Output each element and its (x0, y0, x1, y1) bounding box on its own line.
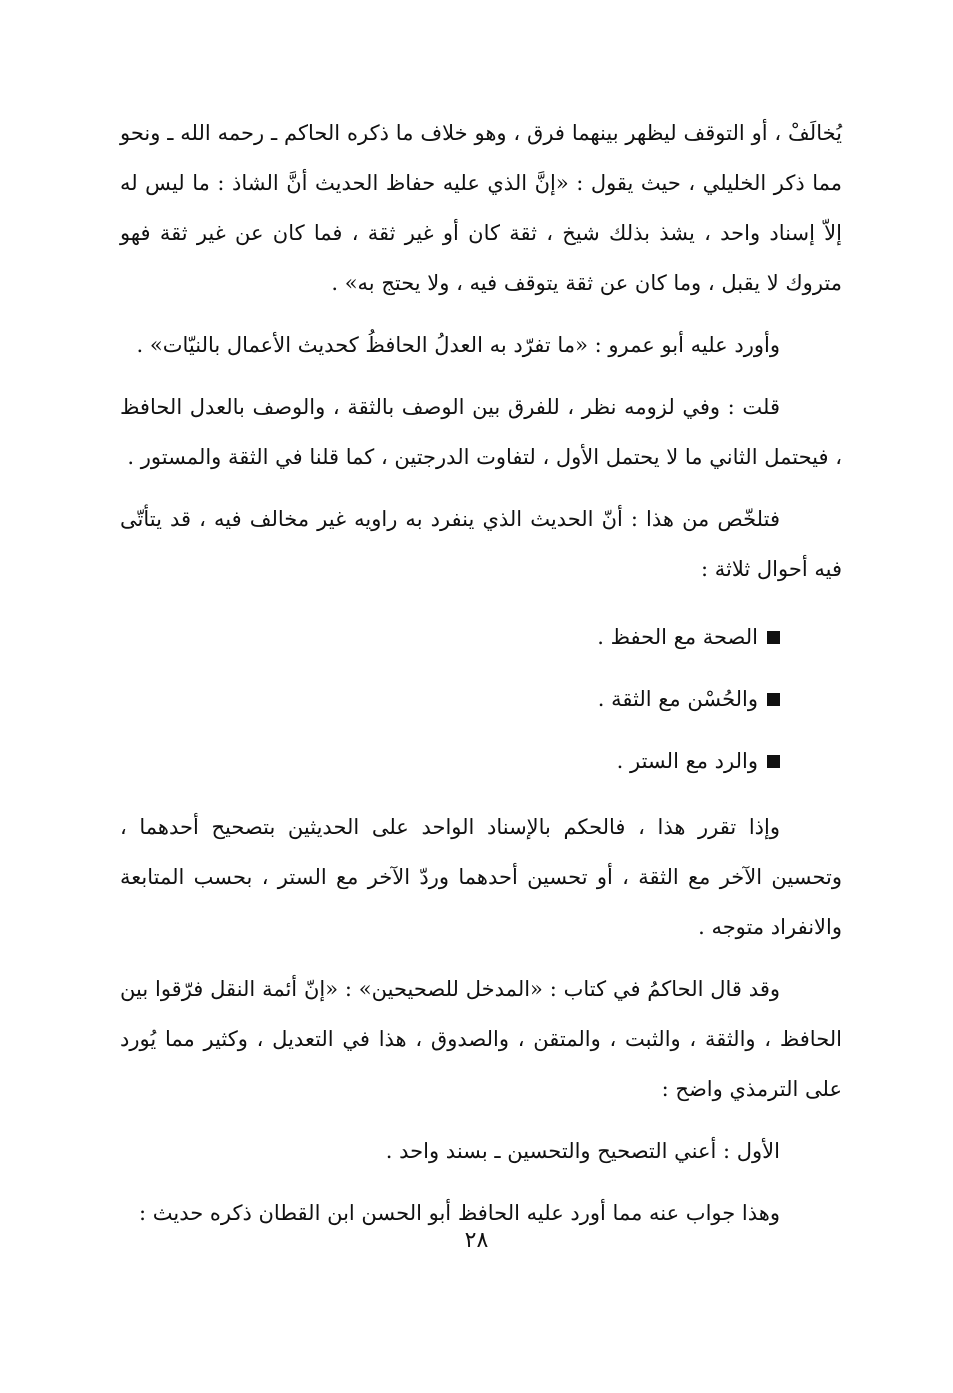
paragraph: يُخالَفْ ، أو التوقف ليظهر بينهما فرق ، وهو خلاف ما ذكره الحاكم ـ رحمه الله ـ ونحو مما ذكر الخليلي ، حيث يقول : «إنَّ الذي عليه حفاظ الحديث أنَّ الشاذ : ما ليس له إلاّ إسناد واحد ، يشذ بذلك شيخ ، ثقة كان أو غير ثقة ، فما كان عن غير ثقة فهو متروك لا يقبل ، وما كان عن ثقة يتوقف فيه ، ولا يحتج به» . (120, 121, 842, 295)
list-item-text: والحُسْن مع الثقة . (597, 687, 758, 711)
list-item (120, 730, 780, 792)
paragraph: وإذا تقرر هذا ، فالحكم بالإسناد الواحد على الحديثين بتصحيح أحدهما ، وتحسين الآخر مع الثقة ، أو تحسين أحدهما وردّ الآخر مع الستر ، بحسب المتابعة والانفراد متوجه . (120, 815, 842, 939)
paragraph: فتلخّص من هذا : أنّ الحديث الذي ينفرد به راويه غير مخالف فيه ، قد يتأتّى فيه أحوال ثلاثة : (120, 507, 842, 581)
square-bullet-icon (767, 631, 780, 644)
bullet-list (120, 606, 842, 792)
page-body (120, 108, 842, 1250)
square-bullet-icon (767, 755, 780, 768)
square-bullet-icon (767, 693, 780, 706)
paragraph: وأورد عليه أبو عمرو : «ما تفرّد به العدلُ الحافظُ كحديث الأعمال بالنيّات» . (136, 333, 780, 357)
page-number: ٢٨ (464, 1228, 489, 1253)
paragraph: وقد قال الحاكمُ في كتاب : «المدخل للصحيحين» : «إنّ أئمة النقل فرّقوا بين الحافظ ، والثقة ، والثبت ، والمتقن ، والصدوق ، هذا في التعديل ، وكثير مما يُورد على الترمذي واضح : (120, 977, 842, 1101)
list-item-text: والرد مع الستر . (616, 749, 758, 773)
list-item (120, 606, 780, 668)
list-item (120, 668, 780, 730)
paragraph: وهذا جواب عنه مما أورد عليه الحافظ أبو الحسن ابن القطان ذكره حديث : (139, 1201, 780, 1225)
paragraph: قلت : وفي لزومه نظر ، للفرق بين الوصف بالثقة ، والوصف بالعدل الحافظ ، فيحتمل الثاني ما لا يحتمل الأول ، لتفاوت الدرجتين ، كما قلنا في الثقة والمستور . (120, 395, 842, 469)
paragraph: الأول : أعني التصحيح والتحسين ـ بسند واحد . (385, 1139, 780, 1163)
list-item-text: الصحة مع الحفظ . (597, 625, 758, 649)
